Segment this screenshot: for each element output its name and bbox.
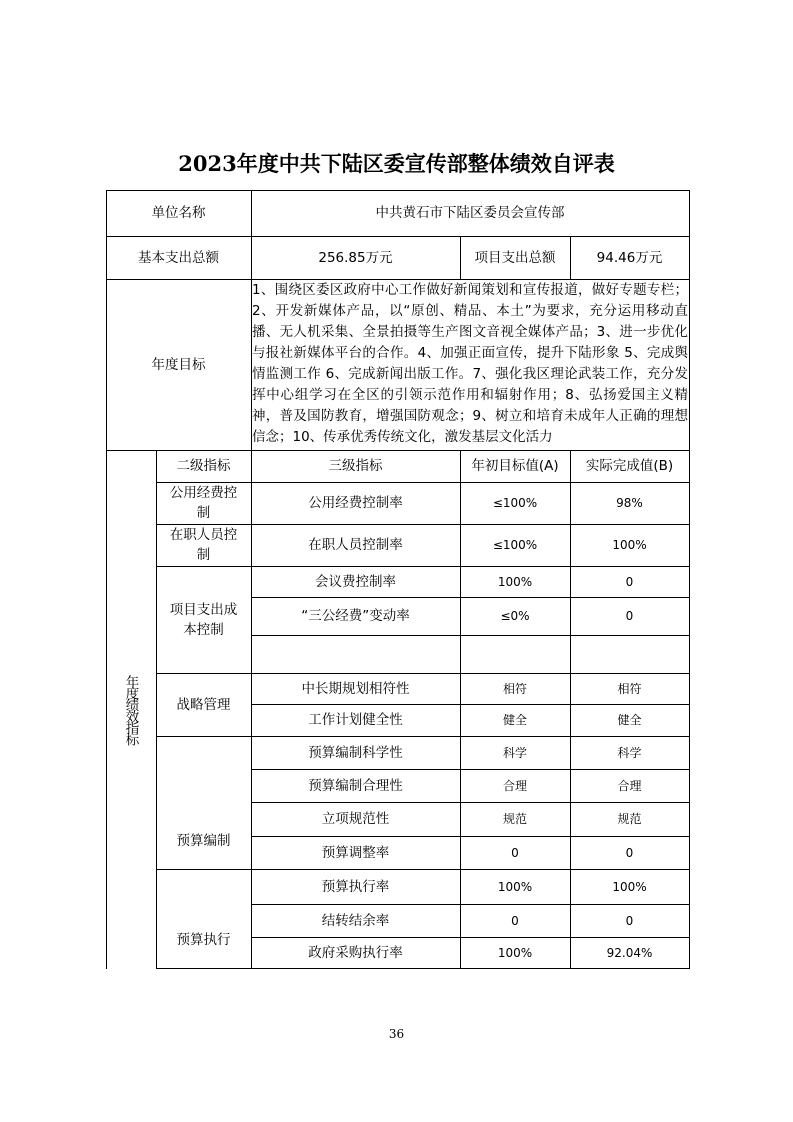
header-level2: 二级指标 [176, 458, 231, 474]
basic-expense-value: 256.85万元 [318, 249, 393, 266]
actual-value: 规范 [617, 812, 642, 826]
target-value: 100% [497, 574, 533, 589]
group-label: 预算编制 [176, 833, 231, 849]
header-target: 年初目标值(A) [471, 458, 559, 474]
indicator-name [251, 635, 460, 673]
project-expense-value: 94.46万元 [596, 249, 663, 266]
project-expense-label: 项目支出总额 [474, 249, 556, 266]
header-level3: 三级指标 [328, 458, 383, 474]
indicator-name: 预算执行率 [321, 878, 390, 895]
actual-value [570, 635, 689, 673]
indicator-section-text: 年度绩效指标 [122, 674, 139, 744]
actual-value: 合理 [617, 778, 642, 793]
indicator-name: 预算编制合理性 [308, 777, 403, 794]
indicator-name: 会议费控制率 [315, 573, 396, 590]
basic-expense-label: 基本支出总额 [138, 249, 219, 266]
target-value: 健全 [502, 713, 527, 727]
indicator-name: 预算编制科学性 [308, 744, 403, 761]
actual-value: 0 [625, 609, 634, 623]
group-label: 战略管理 [176, 696, 231, 713]
target-value [460, 635, 570, 673]
indicator-name: 在职人员控制率 [308, 537, 403, 553]
indicator-name: 预算调整率 [321, 844, 390, 861]
target-value: ≤100% [492, 538, 538, 552]
table-border-right [689, 190, 690, 969]
actual-value: 98% [616, 496, 643, 510]
indicator-name: 政府采购执行率 [308, 944, 403, 961]
target-value: ≤0% [500, 609, 530, 623]
target-value: 100% [497, 945, 533, 960]
group-label: 公用经费控制 [169, 485, 238, 521]
actual-value: 科学 [617, 745, 642, 760]
target-value: 0 [511, 845, 519, 860]
target-value: 合理 [502, 778, 527, 793]
annual-goal-label: 年度目标 [151, 356, 206, 373]
target-value: 100% [497, 879, 533, 894]
actual-value: 0 [625, 845, 634, 860]
target-value: 科学 [502, 745, 527, 760]
actual-value: 健全 [617, 713, 642, 727]
target-value: 规范 [502, 812, 527, 826]
document-title: 2023年度中共下陆区委宣传部整体绩效自评表 [178, 151, 615, 176]
page-number: 36 [388, 1027, 405, 1041]
target-value: ≤100% [492, 496, 538, 510]
indicator-name: 工作计划健全性 [308, 712, 403, 728]
actual-value: 92.04% [606, 945, 653, 960]
actual-value: 相符 [617, 681, 642, 696]
indicator-name: 中长期规划相符性 [301, 680, 410, 697]
indicator-name: 公用经费控制率 [308, 495, 403, 511]
unit-name-value: 中共黄石市下陆区委员会宣传部 [375, 205, 565, 221]
indicator-name: 结转结余率 [321, 912, 390, 929]
header-actual: 实际完成值(B) [585, 458, 674, 474]
group-label: 项目支出成本控制 [169, 601, 238, 638]
actual-value: 0 [625, 913, 634, 928]
group-label: 在职人员控制 [169, 527, 238, 563]
indicator-section-label [106, 450, 155, 968]
actual-value: 0 [625, 574, 634, 589]
annual-goal-text: 1、围绕区委区政府中心工作做好新闻策划和宣传报道，做好专题专栏；2、开发新媒体产品，以“原创、精品、本土”为要求，充分运用移动直播、无人机采集、全景拍摄等生产图文音视全媒体产品；3、进一步优化与报社新媒体平台的合作。4、加强正面宣传，提升下陆形象 5、完成舆情监测工作 6、完成新闻出版工作。7、强化我区理论武装工作，充分发挥中心组学习在全区的引领示范作用和辐射作用；8、弘扬爱国主义精神，普及国防教育，增强国防观念；9、树立和培育未成年人正确的理想信念；10、传承优秀传统文化，激发基层文化活力 [252, 282, 688, 445]
indicator-name: “三公经费”变动率 [301, 608, 410, 624]
actual-value: 100% [612, 879, 647, 894]
unit-name-label: 单位名称 [151, 205, 206, 221]
target-value: 相符 [502, 681, 527, 696]
indicator-name: 立项规范性 [321, 811, 390, 827]
target-value: 0 [511, 913, 519, 928]
table-row-rule [156, 968, 690, 969]
actual-value: 100% [612, 538, 647, 552]
group-label: 预算执行 [176, 932, 231, 948]
